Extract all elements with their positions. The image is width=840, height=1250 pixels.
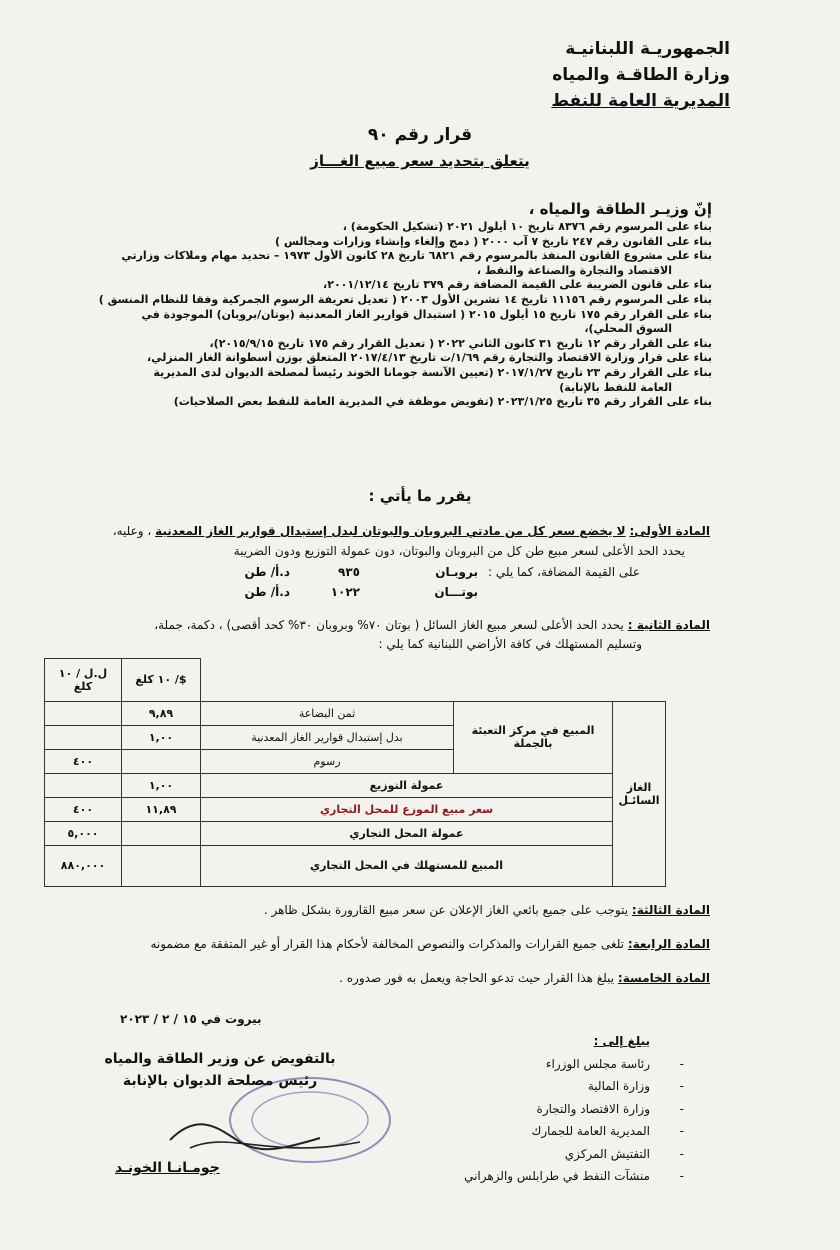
article-2-text: يحدد الحد الأعلى لسعر مبيع الغاز السائل ( بوتان ٧٠% وبروبان ٣٠% كحد أقصى) ، دكمة، جملة، — [154, 618, 624, 632]
article-5-text: يبلغ هذا القرار حيث تدعو الحاجة ويعمل به فور صدوره . — [339, 971, 615, 985]
list-item: - وزارة المالية — [464, 1075, 650, 1098]
article-5 — [339, 970, 710, 987]
list-item: - رئاسة مجلس الوزراء — [464, 1053, 650, 1076]
usd-cell: ١,٠٠ — [122, 773, 201, 797]
price-table — [44, 658, 666, 887]
basis-line: العامة للنفط بالإنابة) — [559, 380, 672, 394]
signature-block — [70, 1048, 370, 1092]
article-3 — [264, 902, 710, 919]
usd-cell: ٩,٨٩ — [122, 701, 201, 725]
basis-line: بناء على مشروع القانون المنفذ بالمرسوم رقم ٦٨٢١ تاريخ ٢٨ كانون الأول ١٩٧٣ – تحديد مهام وملاكات وزارتي — [121, 249, 712, 263]
lbp-cell: ٥,٠٠٠ — [45, 821, 122, 845]
usd-cell — [122, 845, 201, 886]
row-label: عمولة التوزيع — [201, 773, 613, 797]
republic-name: الجمهوريـة اللبنانيـة — [565, 39, 730, 59]
minister-intro: إنّ وزيـر الطاقة والمياه ، — [528, 200, 712, 218]
butane-unit: د.أ/ طن — [244, 585, 290, 599]
article-1-tail: ، وعليه، — [112, 524, 152, 538]
basis-line: بناء على قانون الضريبة على القيمة المضافة رقم ٣٧٩ تاريخ ٢٠٠١/١٢/١٤، — [323, 278, 712, 292]
basis-line: بناء على المرسوم رقم ٨٣٧٦ تاريخ ١٠ أيلول ٢٠٢١ (تشكيل الحكومة) ، — [342, 220, 712, 233]
usd-cell — [122, 749, 201, 773]
list-item: - المديرية العامة للجمارك — [464, 1120, 650, 1143]
article-3-label: المادة الثالثة: — [631, 903, 710, 917]
decides-heading: يقرر ما يأتي : — [368, 487, 472, 505]
article-2-line2: وتسليم المستهلك في كافة الأراضي اللبنانية كما يلي : — [378, 637, 642, 651]
lbp-cell — [45, 701, 122, 725]
letterhead — [551, 36, 730, 114]
usd-cell: ١,٠٠ — [122, 725, 201, 749]
basis-line: بناء على القرار رقم ٢٣ تاريخ ٢٠١٧/١/٢٧ (تعيين الآنسة جومانا الخوند رئيساً لمصلحة الديوان لدى المديرية — [153, 365, 712, 379]
row-label: رسوم — [201, 749, 454, 773]
ministry-name: وزارة الطاقـة والمياه — [552, 65, 730, 85]
table-row — [45, 821, 666, 845]
article-2 — [154, 617, 710, 634]
article-1-text: لا يخضع سعر كل من مادتي البروبان والبوتان لبدل إستبدال قوارير الغاز المعدنية — [155, 524, 626, 538]
table-row — [45, 773, 666, 797]
directorate-name: المديرية العامة للنفط — [551, 91, 730, 111]
propane-unit: د.أ/ طن — [244, 565, 290, 579]
article-4-text: تلغى جميع القرارات والمذكرات والنصوص المخالفة لأحكام هذا القرار أو غير المتفقة مع مضمونه — [150, 937, 625, 951]
lbp-cell — [45, 725, 122, 749]
lbp-cell — [45, 773, 122, 797]
basis-line: بناء على القرار رقم ١٧٥ تاريخ ١٥ أيلول ٢٠١٥ ( استبدال قوارير الغاز المعدنية (بوتان/بروبان) الموجودة في — [141, 307, 712, 321]
signature-line2: رئيس مصلحة الديوان بالإنابة — [122, 1073, 318, 1089]
propane-name: بروبـان — [435, 565, 478, 579]
table-row — [45, 701, 666, 725]
place-date: بيروت في ١٥ / ٢ / ٢٠٢٣ — [120, 1012, 262, 1026]
basis-line: بناء على القرار رقم ٣٥ تاريخ ٢٠٢٣/١/٢٥ (تفويض موظفة في المديرية العامة للنفط بعض الصلاحيات) — [173, 395, 712, 409]
propane-value: ٩٣٥ — [338, 565, 360, 579]
col-lbp-header: ل.ل / ١٠ كلغ — [45, 659, 122, 702]
article-1-label: المادة الأولى: — [629, 524, 710, 538]
article-2-label: المادة الثانية : — [627, 618, 710, 632]
article-1-line2: يحدد الحد الأعلى لسعر مبيع طن كل من البروبان والبوتان، دون عمولة التوزيع ودون الضريبة — [233, 544, 685, 558]
basis-line: الاقتصاد والتجارة والصناعة والنفط ، — [476, 263, 672, 277]
lbp-cell: ٤٠٠ — [45, 749, 122, 773]
table-row — [45, 845, 666, 886]
butane-value: ١٠٢٢ — [330, 585, 360, 599]
row-label: عمولة المحل التجاري — [201, 821, 613, 845]
basis-line: بناء على القانون رقم ٢٤٧ تاريخ ٧ آب ٢٠٠٠ ( دمج وإلغاء وإنشاء وزارات ومجالس ) — [274, 234, 712, 248]
article-1-line3: على القيمة المضافة، كما يلي : — [488, 565, 640, 579]
lbp-cell: ٨٨٠,٠٠٠ — [45, 845, 122, 886]
list-item: - وزارة الاقتصاد والتجارة — [464, 1098, 650, 1121]
article-1 — [113, 523, 710, 540]
group-label: الغاز السائـل — [613, 701, 666, 886]
row-label: سعر مبيع الموزع للمحل التجاري — [201, 797, 613, 821]
usd-cell — [122, 821, 201, 845]
butane-name: بوتـــان — [434, 585, 478, 599]
row-label: بدل إستبدال قوارير الغاز المعدنية — [201, 725, 454, 749]
col-usd-header: $/ ١٠ كلغ — [122, 659, 201, 702]
center-sale-label: المبيع في مركز التعبئة بالجملة — [454, 701, 613, 773]
decision-number: قرار رقم ٩٠ — [367, 125, 473, 145]
usd-cell: ١١,٨٩ — [122, 797, 201, 821]
article-5-label: المادة الخامسة: — [617, 971, 710, 985]
table-header-row — [45, 659, 666, 702]
signatory-name: جومـانـا الخونـد — [115, 1160, 220, 1176]
list-item: - منشآت النفط في طرابلس والزهراني — [464, 1165, 650, 1188]
table-row — [45, 797, 666, 821]
list-item: - التفتيش المركزي — [464, 1143, 650, 1166]
row-label: المبيع للمستهلك في المحل التجاري — [201, 845, 613, 886]
lbp-cell: ٤٠٠ — [45, 797, 122, 821]
decision-subject: يتعلق بتحديد سعر مبيع الغـــاز — [310, 152, 530, 170]
decision-title — [0, 122, 840, 174]
basis-line: بناء على قرار وزارة الاقتصاد والتجارة رقم ١/٦٩/ت تاريخ ٢٠١٧/٤/١٣ المتعلق بوزن أسطوانة الغاز المنزلي، — [146, 351, 712, 365]
legal-basis-list — [22, 220, 712, 410]
distribution-list — [464, 1030, 650, 1188]
article-4-label: المادة الرابعة: — [627, 937, 710, 951]
article-4 — [150, 936, 710, 953]
basis-line: السوق المحلي)، — [584, 322, 672, 336]
article-3-text: يتوجب على جميع بائعي الغاز الإعلان عن سعر مبيع القارورة بشكل ظاهر . — [263, 903, 629, 917]
distribution-heading: يبلغ إلى : — [593, 1034, 650, 1048]
basis-line: بناء على القرار رقم ١٢ تاريخ ٣١ كانون الثاني ٢٠٢٢ ( تعديل القرار رقم ١٧٥ تاريخ ٢٠١٥/٩/١٥)، — [209, 336, 712, 350]
row-label: ثمن البضاعة — [201, 701, 454, 725]
basis-line: بناء على المرسوم رقم ١١١٥٦ تاريخ ١٤ تشرين الأول ٢٠٠٣ ( تعديل تعريفة الرسوم الجمركية وفقا للنظام المنسق ) — [98, 292, 712, 306]
signature-line1: بالتفويض عن وزير الطاقة والمياه — [104, 1051, 336, 1067]
